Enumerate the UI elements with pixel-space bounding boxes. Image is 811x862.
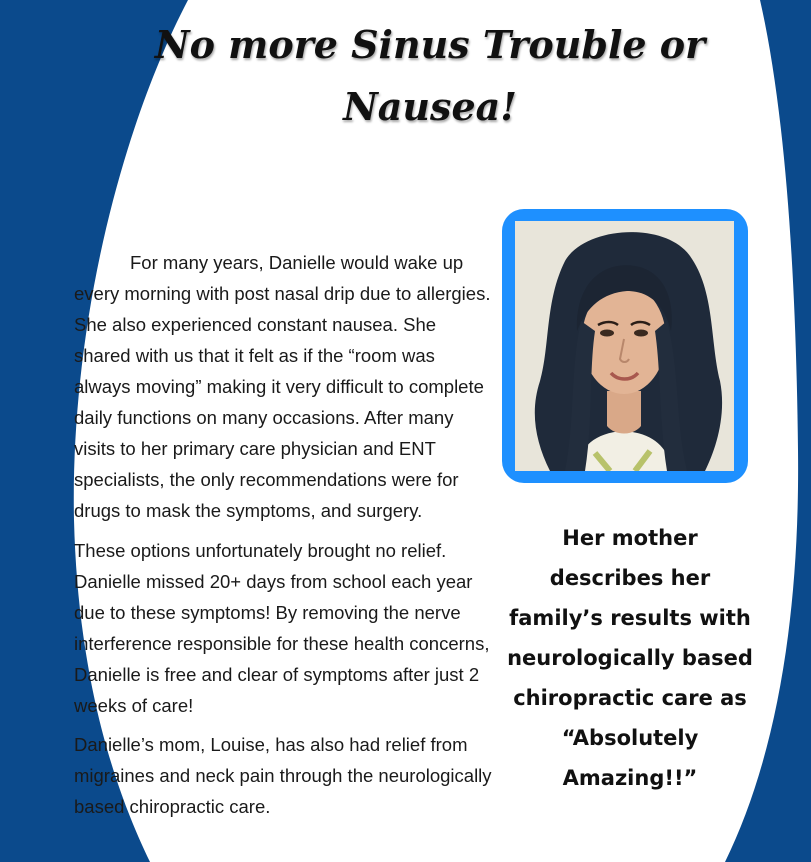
quote-line-3: family’s results with [509, 606, 751, 630]
quote-line-1: Her mother [562, 526, 698, 550]
quote-line-6: “Absolutely [561, 726, 699, 750]
paragraph-3: Danielle’s mom, Louise, has also had relief from migraines and neck pain through the neurologically based chiropractic care. [74, 734, 492, 817]
title-line-2: Nausea! [343, 84, 517, 129]
quote-line-5: chiropractic care as [513, 686, 747, 710]
quote-line-7: Amazing!!” [562, 766, 698, 790]
quote-line-4: neurologically based [507, 646, 753, 670]
pull-quote [505, 518, 755, 798]
quote-line-2: describes her [549, 566, 711, 590]
portrait-photo [515, 221, 734, 471]
paragraph-1: For many years, Danielle would wake up every morning with post nasal drip due to allergies. She also experienced constant nausea. She shared with us that it felt as if the “room was always moving” making it very difficult to complete daily functions on many occasions. After many visits to her primary care physician and ENT specialists, the only recommendations were for drugs to mask the symptoms, and surgery. [74, 252, 491, 521]
page-title [150, 14, 710, 138]
paragraph-2: These options unfortunately brought no relief. Danielle missed 20+ days from school each year due to these symptoms! By removing the nerve interference responsible for these health concerns, Danielle is free and clear of symptoms after just 2 weeks of care! [74, 540, 490, 716]
photo-frame [502, 209, 748, 483]
story-text [74, 247, 492, 830]
portrait-illustration [515, 221, 734, 471]
title-line-1: No more Sinus Trouble or [154, 22, 706, 67]
